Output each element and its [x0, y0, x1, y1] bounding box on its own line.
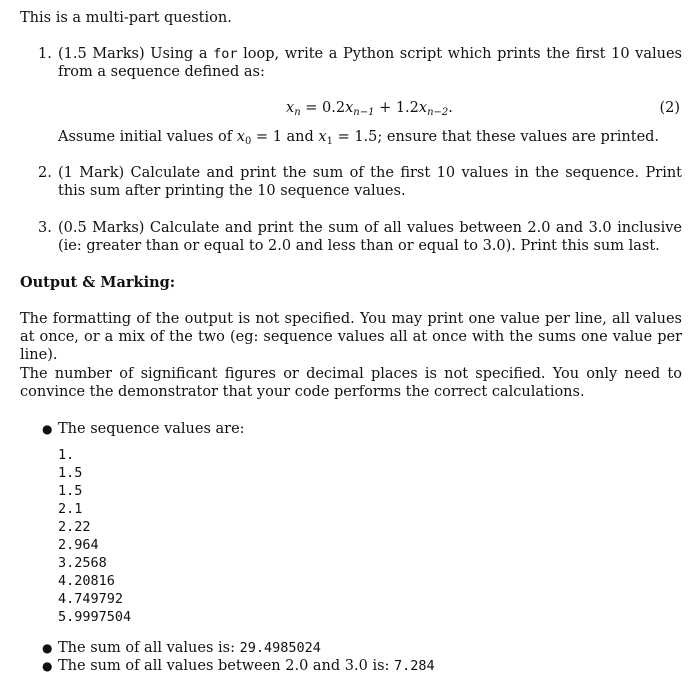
- sequence-value: 1.5: [58, 465, 83, 481]
- equation: $x_n = 0.2x_{n-1} + 1.2x_{n-2}$.: [286, 100, 453, 118]
- sequence-value: 4.20816: [58, 573, 115, 589]
- q1-number: 1.: [38, 46, 52, 62]
- q1-assumption: Assume initial values of $x_0 = 1$ and $x_1 = 1.5$; ensure that these values are printed.: [58, 129, 660, 147]
- paragraph-precision: The number of significant figures or decimal places is not specified. You only need to convince the demonstrator that your code performs the correct calculations.: [20, 366, 682, 400]
- sequence-value: 2.964: [58, 537, 99, 553]
- sequence-value: 5.9997504: [58, 609, 132, 625]
- q2-text: (1 Mark) Calculate and print the sum of the first 10 values in the sequence. Print this sum after printing the 10 sequence values.: [58, 165, 682, 199]
- range-sum-value: 7.284: [394, 658, 435, 674]
- bullet-icon: ●: [42, 641, 53, 655]
- sum-label: The sum of all values is:: [58, 640, 235, 656]
- range-sum-label: The sum of all values between 2.0 and 3.0 is:: [58, 658, 390, 674]
- q2-number: 2.: [38, 165, 52, 181]
- sequence-values: [58, 446, 131, 626]
- sequence-value: 2.1: [58, 501, 83, 517]
- bullet-icon: ●: [42, 659, 53, 673]
- bullet-icon: ●: [42, 422, 53, 436]
- paragraph-formatting: The formatting of the output is not specified. You may print one value per line, all values at once, or a mix of the two (eg: sequence values all at once with the sums one value per line).: [20, 311, 682, 363]
- section-heading: Output & Marking:: [20, 274, 176, 291]
- q3-text: (0.5 Marks) Calculate and print the sum of all values between 2.0 and 3.0 inclusive (ie: greater than or equal to 2.0 and less than or equal to 3.0). Print this sum last.: [58, 220, 682, 254]
- sequence-value: 4.749792: [58, 591, 124, 607]
- q1-text: [58, 45, 682, 81]
- sequence-label: The sequence values are:: [58, 421, 245, 437]
- range-sum-line: [58, 657, 435, 675]
- intro-text: This is a multi-part question.: [20, 10, 232, 26]
- sequence-value: 3.2568: [58, 555, 107, 571]
- q1-text-pre: (1.5 Marks) Using a: [58, 46, 208, 62]
- sequence-value: 2.22: [58, 519, 91, 535]
- sequence-value: 1.: [58, 447, 75, 463]
- q1-text-post: loop, write a Python script which prints the first 10 values from a sequence defined as:: [58, 46, 682, 80]
- sum-line: [58, 639, 321, 657]
- q1-code-for: for: [213, 46, 238, 62]
- equation-number: (2): [659, 100, 680, 116]
- sum-value: 29.4985024: [239, 640, 321, 656]
- q3-number: 3.: [38, 220, 52, 236]
- sequence-value: 1.5: [58, 483, 83, 499]
